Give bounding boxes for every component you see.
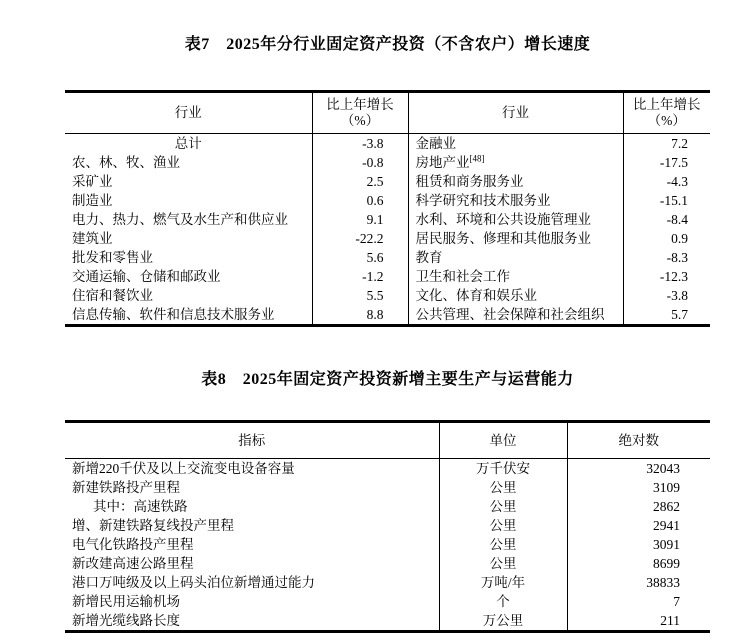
industry-cell-left: 信息传输、软件和信息技术服务业 bbox=[72, 307, 275, 322]
table8-row bbox=[65, 459, 710, 479]
table7-title: 表7 2025年分行业固定资产投资（不含农户）增长速度 bbox=[184, 36, 591, 53]
growth-value-right: -8.3 bbox=[623, 248, 710, 267]
industry-label: 租赁和商务服务业 bbox=[415, 174, 524, 189]
table7-row bbox=[65, 286, 710, 305]
table8-header-value: 绝对数 bbox=[567, 422, 710, 459]
industry-cell-right bbox=[408, 286, 623, 305]
table7-row bbox=[65, 229, 710, 248]
table8-row bbox=[65, 516, 710, 535]
growth-value-left: -22.2 bbox=[312, 229, 408, 248]
table8-header-row bbox=[65, 422, 710, 459]
unit-cell: 公里 bbox=[439, 497, 567, 516]
table8-body bbox=[65, 459, 710, 632]
industry-cell-right bbox=[408, 172, 623, 191]
table8-row bbox=[65, 497, 710, 516]
value-cell: 32043 bbox=[567, 459, 710, 479]
value-cell: 2862 bbox=[567, 497, 710, 516]
value-cell: 3109 bbox=[567, 478, 710, 497]
industry-label: 房地产业 bbox=[415, 155, 470, 170]
table8-row bbox=[65, 478, 710, 497]
growth-value-right: -17.5 bbox=[623, 153, 710, 172]
table7-row bbox=[65, 172, 710, 191]
growth-value-left: 9.1 bbox=[312, 210, 408, 229]
unit-cell: 公里 bbox=[439, 516, 567, 535]
value-cell: 38833 bbox=[567, 573, 710, 592]
table7-header-growth-right bbox=[623, 92, 710, 134]
industry-cell-right bbox=[408, 305, 623, 326]
value-cell: 7 bbox=[567, 592, 710, 611]
industry-cell-left: 采矿业 bbox=[72, 174, 113, 189]
industry-cell-right bbox=[408, 267, 623, 286]
table7-header-growth-left bbox=[312, 92, 408, 134]
industry-label: 水利、环境和公共设施管理业 bbox=[415, 212, 591, 227]
industry-cell-right bbox=[408, 134, 623, 154]
table7-row bbox=[65, 267, 710, 286]
industry-label: 居民服务、修理和其他服务业 bbox=[415, 231, 591, 246]
industry-cell-left: 住宿和餐饮业 bbox=[72, 288, 153, 303]
indicator-cell: 新改建高速公路里程 bbox=[72, 556, 194, 571]
growth-value-right: 7.2 bbox=[623, 134, 710, 154]
unit-cell: 万千伏安 bbox=[439, 459, 567, 479]
growth-value-right: -4.3 bbox=[623, 172, 710, 191]
growth-value-right: 5.7 bbox=[623, 305, 710, 326]
table7-row bbox=[65, 248, 710, 267]
table7-header-industry-right: 行业 bbox=[408, 92, 623, 134]
growth-value-left: -3.8 bbox=[312, 134, 408, 154]
indicator-cell: 新增220千伏及以上交流变电设备容量 bbox=[72, 461, 295, 476]
growth-value-left: 8.8 bbox=[312, 305, 408, 326]
table8-row bbox=[65, 573, 710, 592]
unit-cell: 个 bbox=[439, 592, 567, 611]
industry-cell-right bbox=[408, 191, 623, 210]
table8-row bbox=[65, 611, 710, 632]
industry-label: 教育 bbox=[415, 250, 443, 265]
table8-header-unit: 单位 bbox=[439, 422, 567, 459]
growth-value-left: -0.8 bbox=[312, 153, 408, 172]
industry-cell-right bbox=[408, 153, 623, 172]
table7-row bbox=[65, 153, 710, 172]
table7-row bbox=[65, 191, 710, 210]
table8-title: 表8 2025年固定资产投资新增主要生产与运营能力 bbox=[201, 371, 574, 388]
table7-row bbox=[65, 134, 710, 154]
industry-cell-left: 农、林、牧、渔业 bbox=[72, 155, 180, 170]
industry-cell-left: 交通运输、仓储和邮政业 bbox=[72, 269, 221, 284]
industry-cell-left: 总计 bbox=[174, 136, 202, 151]
table7-row bbox=[65, 305, 710, 326]
unit-cell: 万吨/年 bbox=[439, 573, 567, 592]
indicator-cell: 新增民用运输机场 bbox=[72, 594, 180, 609]
industry-cell-right bbox=[408, 248, 623, 267]
indicator-cell: 新增光缆线路长度 bbox=[72, 613, 180, 628]
indicator-cell: 电气化铁路投产里程 bbox=[72, 537, 194, 552]
table7-row bbox=[65, 210, 710, 229]
industry-label: 文化、体育和娱乐业 bbox=[415, 288, 537, 303]
table8-row bbox=[65, 535, 710, 554]
indicator-cell: 新建铁路投产里程 bbox=[72, 480, 180, 495]
footnote-ref: [48] bbox=[469, 153, 485, 164]
industry-cell-right bbox=[408, 210, 623, 229]
table8-header-indicator: 指标 bbox=[65, 422, 439, 459]
industry-label: 公共管理、社会保障和社会组织 bbox=[415, 307, 605, 322]
value-cell: 8699 bbox=[567, 554, 710, 573]
value-cell: 2941 bbox=[567, 516, 710, 535]
growth-value-left: -1.2 bbox=[312, 267, 408, 286]
industry-cell-left: 批发和零售业 bbox=[72, 250, 153, 265]
growth-value-right: 0.9 bbox=[623, 229, 710, 248]
growth-value-left: 2.5 bbox=[312, 172, 408, 191]
value-cell: 211 bbox=[567, 611, 710, 632]
industry-cell-right bbox=[408, 229, 623, 248]
growth-header-line1: 比上年增长 bbox=[633, 97, 701, 112]
indicator-cell: 港口万吨级及以上码头泊位新增通过能力 bbox=[72, 575, 315, 590]
growth-value-left: 5.5 bbox=[312, 286, 408, 305]
growth-value-right: -8.4 bbox=[623, 210, 710, 229]
growth-value-right: -15.1 bbox=[623, 191, 710, 210]
industry-label: 金融业 bbox=[415, 136, 456, 151]
table7-header-row bbox=[65, 92, 710, 134]
growth-header-line2: （%） bbox=[340, 113, 380, 128]
industry-cell-left: 建筑业 bbox=[72, 231, 113, 246]
indicator-cell: 增、新建铁路复线投产里程 bbox=[72, 518, 234, 533]
table8-row bbox=[65, 554, 710, 573]
industry-label: 科学研究和技术服务业 bbox=[415, 193, 551, 208]
indicator-cell: 其中：高速铁路 bbox=[93, 499, 188, 514]
table7-body bbox=[65, 134, 710, 326]
growth-header-line1: 比上年增长 bbox=[326, 97, 394, 112]
growth-value-right: -12.3 bbox=[623, 267, 710, 286]
table7 bbox=[65, 90, 710, 327]
table7-header-industry-left: 行业 bbox=[65, 92, 312, 134]
unit-cell: 公里 bbox=[439, 535, 567, 554]
unit-cell: 公里 bbox=[439, 478, 567, 497]
table8 bbox=[65, 420, 710, 633]
growth-value-left: 5.6 bbox=[312, 248, 408, 267]
unit-cell: 公里 bbox=[439, 554, 567, 573]
industry-label: 卫生和社会工作 bbox=[415, 269, 510, 284]
industry-cell-left: 电力、热力、燃气及水生产和供应业 bbox=[72, 212, 288, 227]
growth-value-right: -3.8 bbox=[623, 286, 710, 305]
value-cell: 3091 bbox=[567, 535, 710, 554]
growth-header-line2: （%） bbox=[647, 113, 686, 128]
unit-cell: 万公里 bbox=[439, 611, 567, 632]
industry-cell-left: 制造业 bbox=[72, 193, 113, 208]
table8-row bbox=[65, 592, 710, 611]
growth-value-left: 0.6 bbox=[312, 191, 408, 210]
